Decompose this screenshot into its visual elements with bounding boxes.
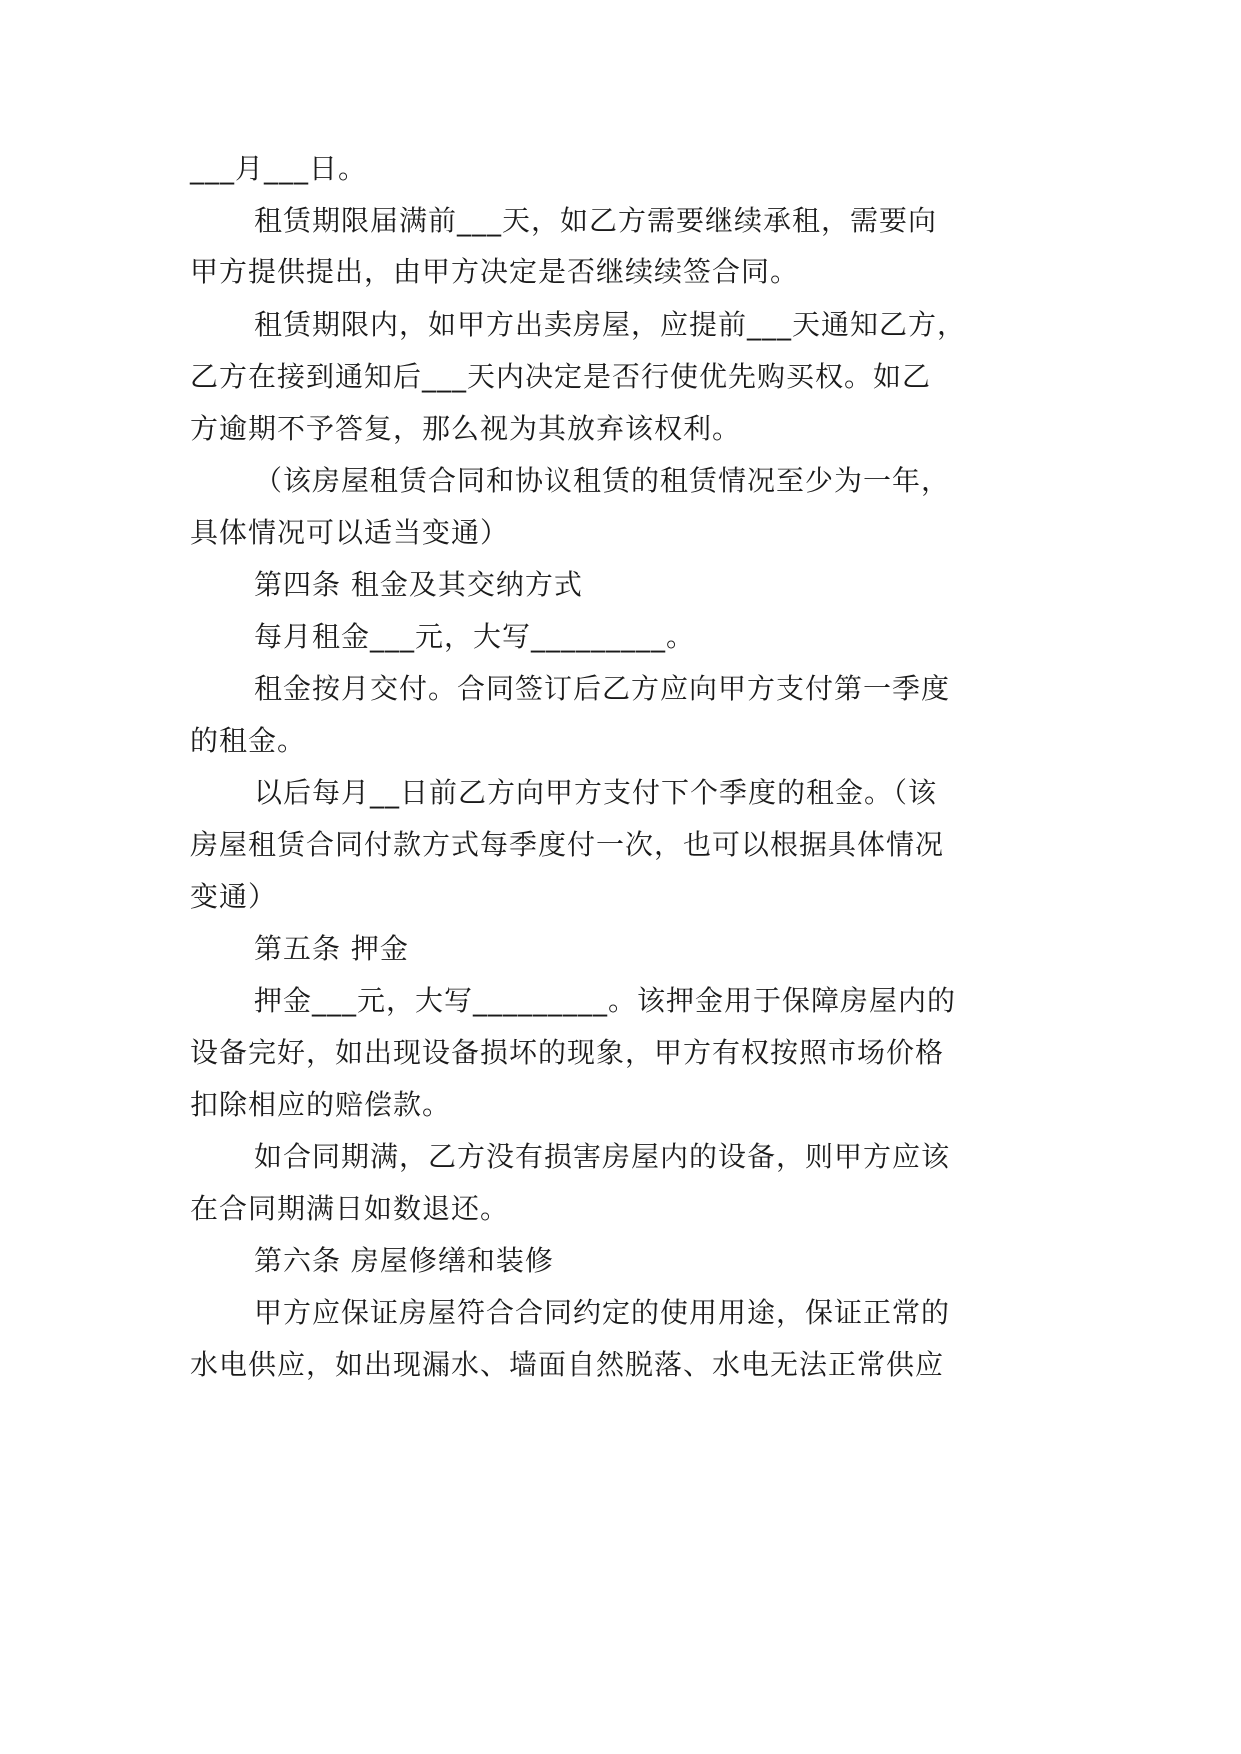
text-line: 如合同期满，乙方没有损害房屋内的设备，则甲方应该 bbox=[254, 1140, 951, 1173]
text-line: 变通） bbox=[190, 880, 278, 913]
text-line: 设备完好，如出现设备损坏的现象，甲方有权按照市场价格 bbox=[190, 1036, 945, 1069]
text-line: 租赁期限内，如甲方出卖房屋，应提前___天通知乙方， bbox=[254, 308, 967, 341]
text-line: 水电供应，如出现漏水、墙面自然脱落、水电无法正常供应 bbox=[190, 1348, 945, 1381]
section-heading: 第六条 房屋修缮和装修 bbox=[254, 1244, 554, 1277]
text-line: ___月___日。 bbox=[190, 152, 368, 185]
text-line: 每月租金___元，大写_________。 bbox=[254, 620, 696, 653]
text-line: 甲方提供提出，由甲方决定是否继续续签合同。 bbox=[190, 255, 800, 288]
text-line: 具体情况可以适当变通） bbox=[190, 516, 510, 549]
text-line: （该房屋租赁合同和协议租赁的租赁情况至少为一年， bbox=[254, 464, 951, 497]
text-line: 房屋租赁合同付款方式每季度付一次，也可以根据具体情况 bbox=[190, 828, 945, 861]
text-line: 方逾期不予答复，那么视为其放弃该权利。 bbox=[190, 412, 742, 445]
text-line: 扣除相应的赔偿款。 bbox=[190, 1088, 452, 1121]
section-heading: 第四条 租金及其交纳方式 bbox=[254, 568, 583, 601]
section-heading: 第五条 押金 bbox=[254, 932, 409, 965]
text-line: 租赁期限届满前___天，如乙方需要继续承租，需要向 bbox=[254, 204, 938, 237]
text-line: 乙方在接到通知后___天内决定是否行使优先购买权。如乙 bbox=[190, 360, 932, 393]
text-line: 以后每月__日前乙方向甲方支付下个季度的租金。（该 bbox=[254, 776, 938, 809]
text-line: 在合同期满日如数退还。 bbox=[190, 1192, 510, 1225]
text-line: 押金___元，大写_________。该押金用于保障房屋内的 bbox=[254, 984, 957, 1017]
text-line: 甲方应保证房屋符合合同约定的使用用途，保证正常的 bbox=[254, 1296, 951, 1329]
text-line: 的租金。 bbox=[190, 724, 307, 757]
text-line: 租金按月交付。合同签订后乙方应向甲方支付第一季度 bbox=[254, 672, 951, 705]
